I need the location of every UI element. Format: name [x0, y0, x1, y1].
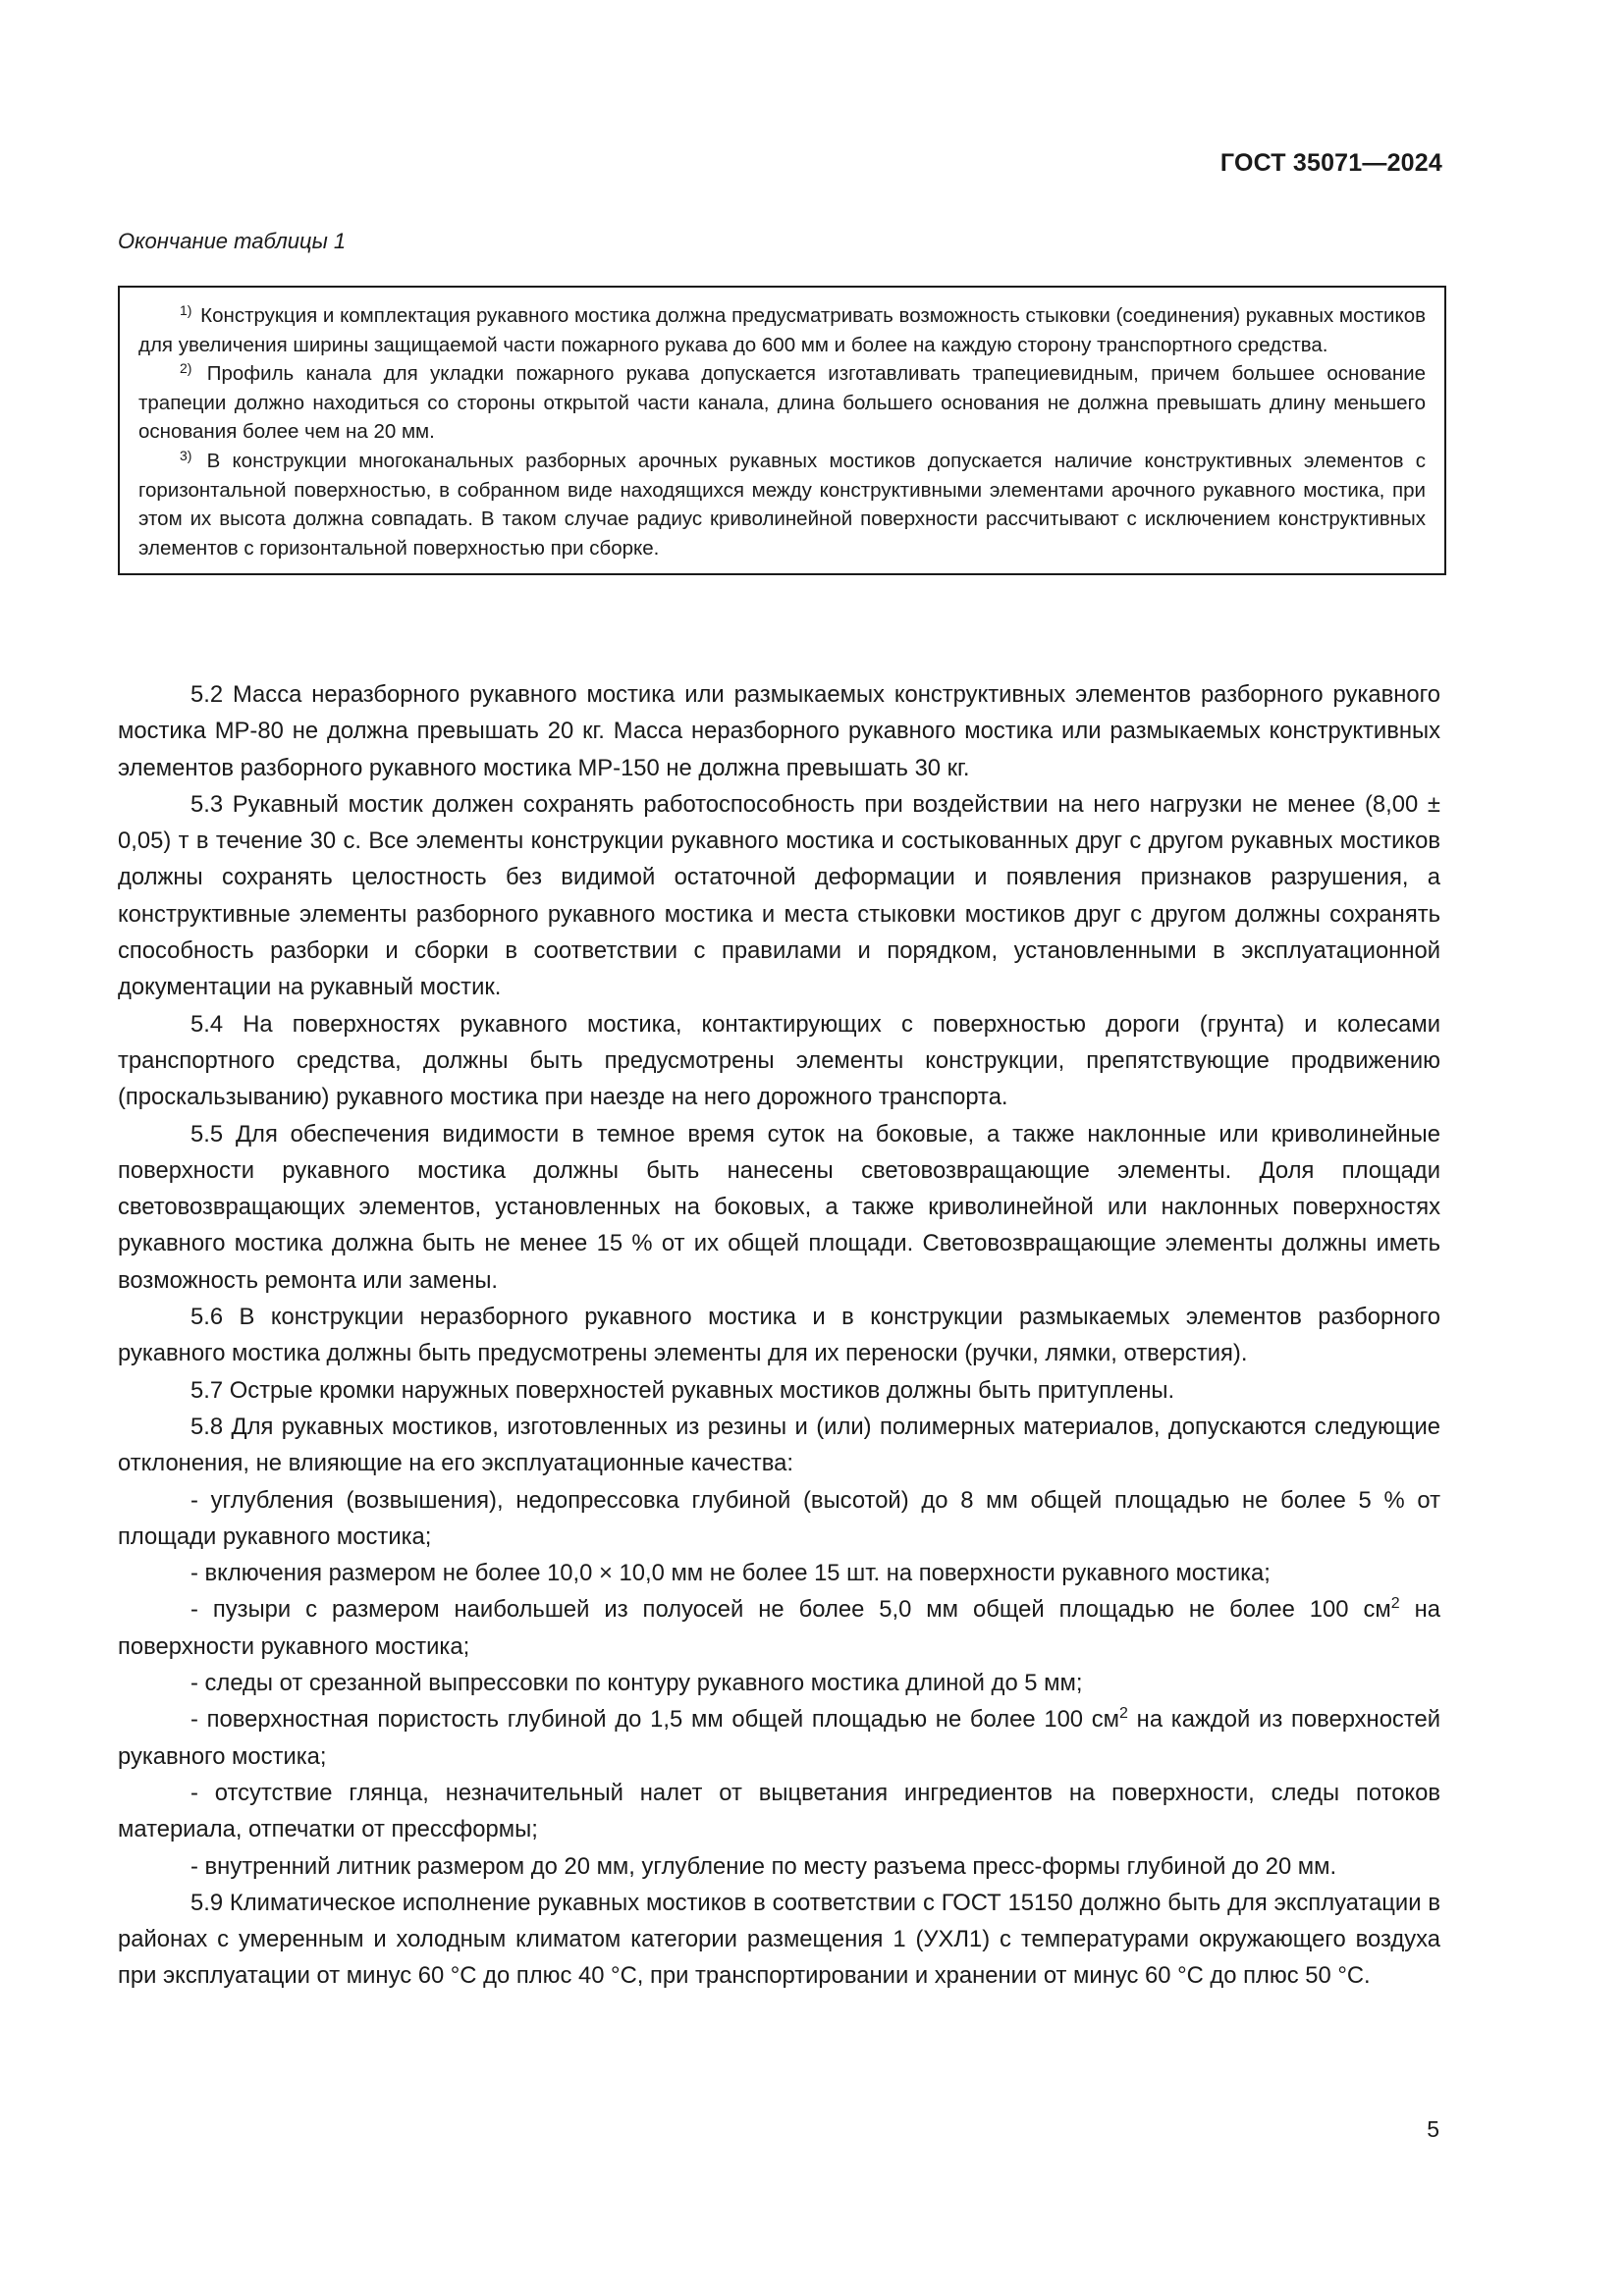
paragraph-5-4: 5.4 На поверхностях рукавного мостика, контактирующих с поверхностью дороги (грунта) и колесами транспортного средства, должны быть предусмотрены элементы конструкции, препятствующие продвижению (проскальзыванию) рукавного мостика при наезде на него дорожного транспорта. — [118, 1010, 1440, 1111]
list-item — [118, 1701, 1440, 1775]
footnote-marker: 3) — [180, 447, 192, 463]
paragraph-5-9: 5.9 Климатическое исполнение рукавных мостиков в соответствии с ГОСТ 15150 должно быть для эксплуатации в районах с умеренным и холодным климатом категории размещения 1 (УХЛ1) с температурами окружающего воздуха при эксплуатации от минус 60 °С до плюс 40 °С, при транспортировании и хранении от минус 60 °С до плюс 50 °С. — [118, 1889, 1440, 1990]
list-item: - внутренний литник размером до 20 мм, углубление по месту разъема пресс-формы глубиной до 20 мм. — [190, 1852, 1337, 1880]
footnote-text: В конструкции многоканальных разборных арочных рукавных мостиков допускается наличие конструктивных элементов с горизонтальной поверхностью, в собранном виде находящихся между конструктивными элементами арочного рукавного мостика, при этом их высота должна совпадать. В таком случае радиус криволинейной поверхности рассчитывают с исключением конструктивных элементов с горизонтальной поверхностью при сборке. — [138, 449, 1426, 560]
list-item-text-continued: на поверхности рукавного мостика; — [118, 1596, 1440, 1660]
standard-code: ГОСТ 35071—2024 — [1219, 149, 1442, 177]
footnote-marker: 2) — [180, 360, 192, 377]
table-caption: Окончание таблицы 1 — [118, 229, 347, 253]
footnote — [138, 301, 1426, 359]
list-item: - следы от срезанной выпрессовки по контуру рукавного мостика длиной до 5 мм; — [190, 1670, 1083, 1697]
footnote-marker: 1) — [180, 302, 192, 318]
table-footnotes-box — [118, 286, 1446, 575]
paragraph-5-2: 5.2 Масса неразборного рукавного мостика или размыкаемых конструктивных элементов разборного рукавного мостика МР-80 не должна превышать 20 кг. Масса неразборного рукавного мостика или размыкаемых конструктивных элементов разборного рукавного мостика МР-150 не должна превышать 30 кг. — [118, 681, 1440, 781]
footnote-text: Конструкция и комплектация рукавного мостика должна предусматривать возможность стыковки (соединения) рукавных мостиков для увеличения ширины защищаемой части пожарного рукава до 600 мм и более на каждую сторону транспортного средства. — [138, 304, 1426, 356]
footnote — [138, 447, 1426, 562]
footnote-text: Профиль канала для укладки пожарного рукава допускается изготавливать трапециевидным, причем большее основание трапеции должно находиться со стороны открытой части канала, длина большего основания не должна превышать длину меньшего основания более чем на 20 мм. — [138, 362, 1426, 444]
list-item: - отсутствие глянца, незначительный налет от выцветания ингредиентов на поверхности, следы потоков материала, отпечатки от прессформы; — [118, 1779, 1440, 1843]
page-number: 5 — [1427, 2116, 1439, 2142]
superscript: 2 — [1390, 1595, 1400, 1613]
list-item-text: - пузыри с размером наибольшей из полуосей не более 5,0 мм общей площадью не более 100 см — [190, 1596, 1391, 1624]
body-text — [118, 676, 1440, 1995]
paragraph-5-3: 5.3 Рукавный мостик должен сохранять работоспособность при воздействии на него нагрузки не менее (8,00 ± 0,05) т в течение 30 с. Все элементы конструкции рукавного мостика и состыкованных друг с другом рукавных мостиков должны сохранять целостность без видимой остаточной деформации и появления признаков разрушения, а конструктивные элементы разборного рукавного мостика и места стыковки мостиков друг с другом должны сохранять способность разборки и сборки в соответствии с правилами и порядком, установленными в эксплуатационной документации на рукавный мостик. — [118, 790, 1440, 1001]
list-item: - включения размером не более 10,0 × 10,0 мм не более 15 шт. на поверхности рукавного мостика; — [190, 1560, 1271, 1587]
list-item-text-continued: на каждой из поверхностей рукавного мостика; — [118, 1706, 1440, 1770]
footnote — [138, 359, 1426, 447]
superscript: 2 — [1119, 1705, 1128, 1723]
paragraph-5-6: 5.6 В конструкции неразборного рукавного мостика и в конструкции размыкаемых элементов разборного рукавного мостика должны быть предусмотрены элементы для их переноски (ручки, лямки, отверстия). — [118, 1304, 1440, 1367]
list-item — [118, 1591, 1440, 1665]
paragraph-5-7: 5.7 Острые кромки наружных поверхностей рукавных мостиков должны быть притуплены. — [190, 1376, 1175, 1404]
list-item-text: - поверхностная пористость глубиной до 1,5 мм общей площадью не более 100 см — [190, 1706, 1120, 1734]
list-item: - углубления (возвышения), недопрессовка глубиной (высотой) до 8 мм общей площадью не более 5 % от площади рукавного мостика; — [118, 1486, 1440, 1550]
paragraph-5-8: 5.8 Для рукавных мостиков, изготовленных из резины и (или) полимерных материалов, допускаются следующие отклонения, не влияющие на его эксплуатационные качества: — [118, 1413, 1440, 1477]
paragraph-5-5: 5.5 Для обеспечения видимости в темное время суток на боковые, а также наклонные или криволинейные поверхности рукавного мостика должны быть нанесены световозвращающие элементы. Доля площади световозвращающих элементов, установленных на боковых, а также криволинейной или наклонных поверхностях рукавного мостика должна быть не менее 15 % от их общей площади. Световозвращающие элементы должны иметь возможность ремонта или замены. — [118, 1120, 1440, 1294]
